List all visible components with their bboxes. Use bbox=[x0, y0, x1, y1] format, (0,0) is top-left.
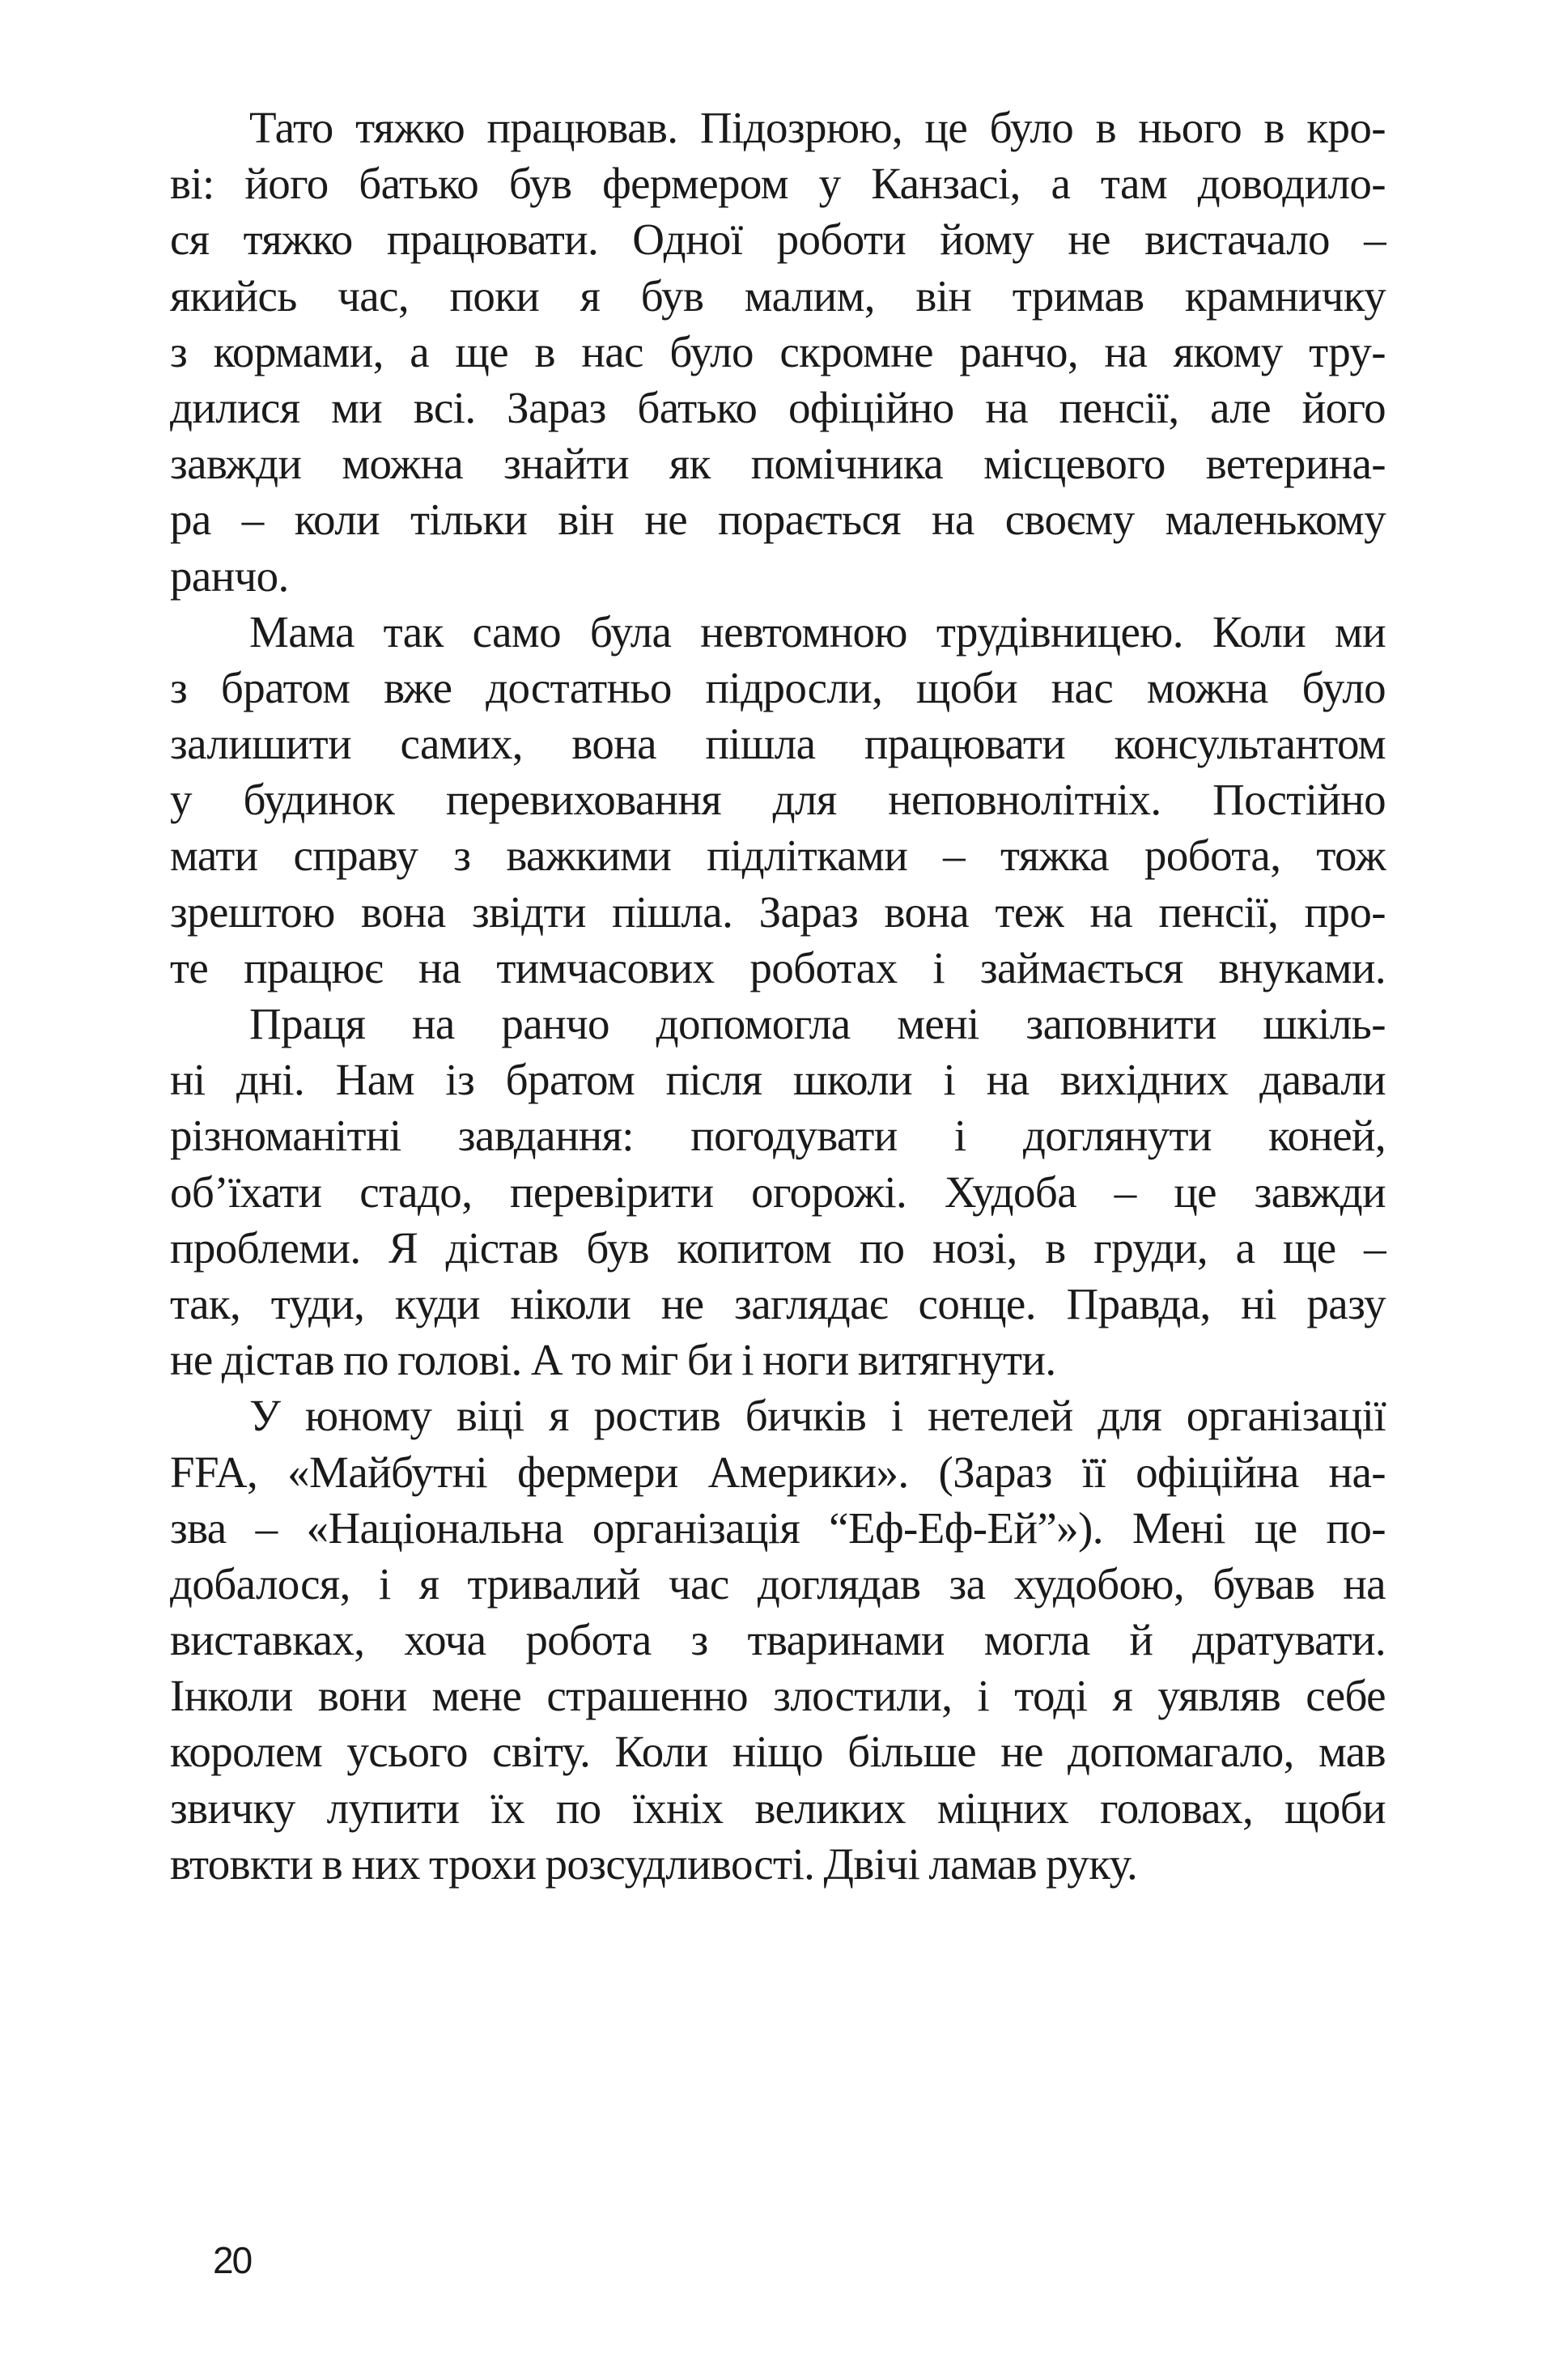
text-line: те працює на тимчасових роботах і займається внуками. bbox=[170, 942, 1386, 992]
text-line: втовкти в них трохи розсудливості. Двічі ламав руку. bbox=[170, 1838, 1138, 1889]
paragraph-1 bbox=[170, 100, 1386, 604]
text-line: ні дні. Нам із братом після школи і на вихідних давали bbox=[170, 1055, 1386, 1105]
body-text bbox=[170, 100, 1386, 1892]
text-line: зрештою вона звідти пішла. Зараз вона теж на пенсії, про- bbox=[170, 886, 1386, 937]
text-line: залишити самих, вона пішла працювати консультантом bbox=[170, 719, 1386, 769]
text-line: Тато тяжко працював. Підозрюю, це було в нього в кро- bbox=[249, 103, 1386, 152]
text-line: у будинок перевиховання для неповнолітніх. Постійно bbox=[170, 775, 1386, 825]
text-line: FFA, «Майбутні фермери Америки». (Зараз її офіційна на- bbox=[170, 1447, 1386, 1497]
text-line: мати справу з важкими підлітками – тяжка робота, тож bbox=[170, 831, 1386, 881]
text-line: Праця на ранчо допомогла мені заповнити шкіль- bbox=[249, 999, 1386, 1048]
text-line: звичку лупити їх по їхніх великих міцних головах, щоби bbox=[170, 1783, 1386, 1833]
text-line: об’їхати стадо, перевірити огорожі. Худоба – це завжди bbox=[170, 1167, 1386, 1217]
text-line: ві: його батько був фермером у Канзасі, а там доводило- bbox=[170, 159, 1386, 209]
text-line: проблеми. Я дістав був копитом по нозі, в груди, а ще – bbox=[170, 1222, 1386, 1273]
text-line: не дістав по голові. А то міг би і ноги витягнути. bbox=[170, 1335, 1056, 1385]
text-line: з кормами, а ще в нас було скромне ранчо, на якому тру- bbox=[170, 326, 1386, 376]
text-line: різноманітні завдання: погодувати і доглянути коней, bbox=[170, 1111, 1386, 1161]
text-line: з братом вже достатньо підросли, щоби нас можна було bbox=[170, 662, 1386, 712]
text-line: виставках, хоча робота з тваринами могла й дратувати. bbox=[170, 1615, 1386, 1665]
paragraph-4 bbox=[170, 1388, 1386, 1892]
text-line: ранчо. bbox=[170, 550, 289, 601]
text-line: добалося, і я тривалий час доглядав за худобою, бував на bbox=[170, 1558, 1386, 1609]
text-line: Інколи вони мене страшенно злостили, і тоді я уявляв себе bbox=[170, 1671, 1386, 1721]
paragraph-2 bbox=[170, 604, 1386, 996]
text-line: Мама так само була невтомною трудівницею. Коли ми bbox=[249, 606, 1386, 657]
text-line: ра – коли тільки він не порається на своєму маленькому bbox=[170, 495, 1386, 545]
text-line: дилися ми всі. Зараз батько офіційно на пенсії, але його bbox=[170, 382, 1386, 432]
paragraph-3 bbox=[170, 996, 1386, 1388]
page-number: 20 bbox=[213, 2239, 252, 2281]
text-line: ся тяжко працювати. Одної роботи йому не вистачало – bbox=[170, 215, 1386, 265]
text-line: якийсь час, поки я був малим, він тримав крамничку bbox=[170, 270, 1386, 321]
text-line: зва – «Національна організація “Еф-Еф-Ей”»). Мені це по- bbox=[170, 1502, 1386, 1553]
text-line: У юному віці я ростив бичків і нетелей для організації bbox=[249, 1391, 1386, 1441]
text-line: королем усього світу. Коли ніщо більше не допомагало, мав bbox=[170, 1727, 1386, 1777]
text-line: завжди можна знайти як помічника місцевого ветерина- bbox=[170, 439, 1386, 489]
text-line: так, туди, куди ніколи не заглядає сонце. Правда, ні разу bbox=[170, 1278, 1386, 1328]
